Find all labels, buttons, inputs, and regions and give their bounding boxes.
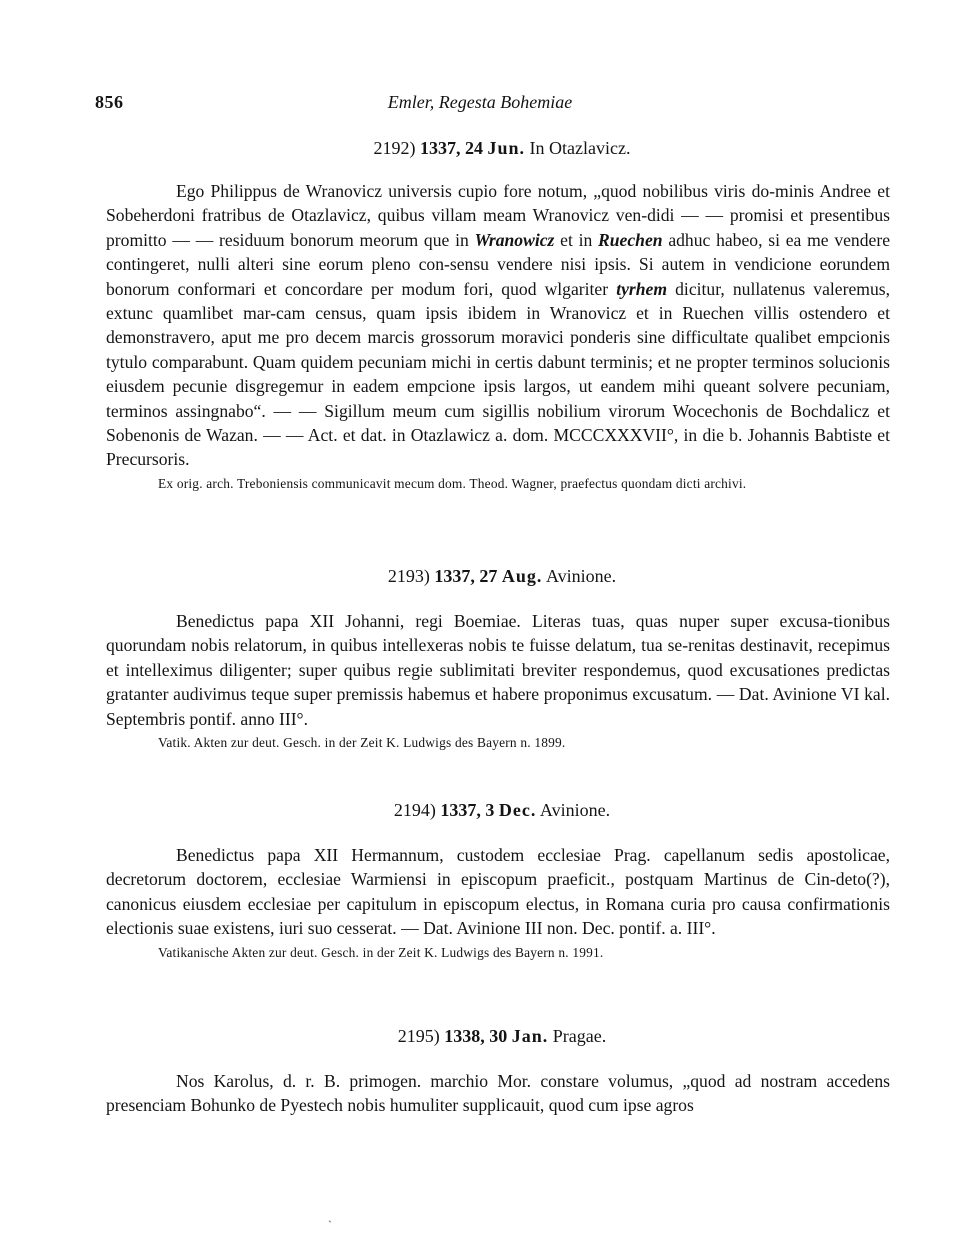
entry-place: Avinione.: [545, 566, 617, 586]
entry-number: 2193): [387, 566, 430, 586]
italic-term: Ruechen: [598, 229, 663, 250]
entry-heading: [106, 566, 890, 587]
entry-place: Avinione.: [539, 800, 611, 820]
source-note: Vatik. Akten zur deut. Gesch. in der Zeit K. Ludwigs des Bayern n. 1899.: [158, 735, 566, 751]
stray-mark: ˋ: [328, 1218, 332, 1232]
entry-year: 1337,: [420, 138, 461, 158]
entry-heading: [106, 1026, 890, 1047]
entry-2193: [106, 566, 890, 753]
entry-month: Dec.: [498, 800, 537, 820]
entry-number: 2195): [397, 1026, 440, 1046]
italic-term: Wranowicz: [474, 229, 555, 250]
entry-heading: [106, 138, 890, 159]
italic-term: tyrhem: [616, 278, 668, 299]
entry-day: 3: [485, 800, 495, 820]
source-note: Vatikanische Akten zur deut. Gesch. in der Zeit K. Ludwigs des Bayern n. 1991.: [158, 944, 604, 960]
entry-month: Aug.: [501, 566, 543, 586]
entry-day: 30: [489, 1026, 508, 1046]
entry-month: Jun.: [487, 138, 526, 158]
entry-year: 1337,: [434, 566, 475, 586]
entry-2195: [106, 1026, 890, 1118]
entry-text: Benedictus papa XII Hermannum, custodem ecclesiae Prag. capellanum sedis apostolicae, decretorum doctorem, ecclesiae Warmiensi in episcopum praeficit., postquam Martinus de Cin-deto(?), canonicus eiusdem ecclesiae per capitulum in episcopum electus, in Romana curia pro causa confirmationis electionis suae existens, iuri suo cesserat. — Dat. Avinione III non. Dec. pontif. a. III°.: [106, 845, 890, 939]
source-note: Ex orig. arch. Treboniensis communicavit mecum dom. Theod. Wagner, praefectus quondam dicti archivi.: [158, 475, 747, 491]
entry-number: 2192): [373, 138, 416, 158]
entry-place: Pragae.: [552, 1026, 607, 1046]
entry-text: Ego Philippus de Wranovicz universis cupio fore notum, „quod nobilibus viris do-minis Andree et Sobeherdoni fratribus de Otazlavicz, quibus villam meam Wranovicz ven-didi — — promisi et presentibus promitto — — residuum bonorum meorum que in Wranowicz et in Ruechen adhuc habeo, si ea me vendere contingeret, nulli alteri sine eorum pleno con-sensu vendere nisi ipsis. Si autem in vendicione eorundem bonorum conformari et concordare per modum fori, quod wlgariter tyrhem dicitur, nullatenus valeremus, extunc quamlibet mar-cam census, quam ipsis ibidem in Wranovicz et in Ruechen villis ostendero et demonstravero, aput me pro decem marcis grossorum moravici ponderis sine difficultate qualibet empcionis tytulo comparabunt. Quam quidem pecuniam michi in certis dabunt terminis; et ne propter terminos solucionis eiusdem pecunie disgregemur in eadem empcione ipsis largos, ut eandem mihi queant solvere pecuniam, terminos assingnabo“. — — Sigillum meum cum sigillis nobilium virorum Wocechonis de Bochdalicz et Sobenonis de Wazan. — — Act. et dat. in Otazlawicz a. dom. MCCCXXXVII°, in die b. Johannis Babtiste et Precursoris.: [106, 181, 891, 470]
entry-year: 1337,: [440, 800, 481, 820]
entry-text: Benedictus papa XII Johanni, regi Boemiae. Literas tuas, quas nuper super excusa-tionibus quorundam nobis relatorum, in quibus intellexeras nobis te fuisse delatum, tua se-renitas destinavit, recepimus et intelleximus diligenter; super quibus regie sublimitati breviter respondemus, quod excusationes predictas gratanter audivimus teque super premissis habemus et habere proponimus excusatum. — Dat. Avinione VI kal. Septembris pontif. anno III°.: [106, 611, 890, 729]
entry-day: 27: [479, 566, 498, 586]
entry-place: In Otazlavicz.: [529, 138, 631, 158]
entry-day: 24: [465, 138, 483, 158]
entry-text: Nos Karolus, d. r. B. primogen. marchio Mor. constare volumus, „quod ad nostram accedens presenciam Bohunko de Pyestech nobis humuliter supplicauit, quod cum ipse agros: [106, 1071, 890, 1116]
entry-month: Jan.: [511, 1026, 549, 1046]
page-number: 856: [95, 92, 124, 112]
entry-year: 1338,: [444, 1026, 485, 1046]
running-head: Emler, Regesta Bohemiae: [387, 92, 573, 112]
entry-2192: [106, 138, 890, 494]
entry-heading: [106, 800, 890, 821]
entry-2194: [106, 800, 890, 963]
entry-number: 2194): [393, 800, 436, 820]
